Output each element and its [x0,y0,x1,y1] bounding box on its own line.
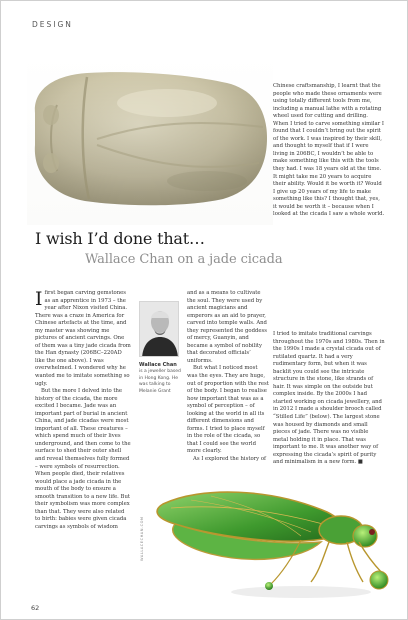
article-column-2 [187,290,269,464]
article-column-3-bottom [273,331,385,467]
body-paragraph: and as a means to cultivate the soul. They were used by ancient magicians and emperors as an aid to prayer, carved into temple walls. And they represented the goddess of mercy, Guanyin, and became a symbol of nobility that decorated officials’ uniforms. [187,290,267,364]
drop-cap: I [35,288,43,310]
jade-cicada-photo [27,53,273,225]
caption-text: is a jeweller based in Hong Kong. He was talking to Melanie Grant [139,369,181,394]
body-paragraph [35,290,131,388]
cicada-brooch-photo [151,476,397,601]
body-paragraph: But what I noticed most was the eyes. They are huge, out of proportion with the rest of the body. I began to realise how important that was as a symbol of perception – of looking at the world in all its different dimensions and forms. I tried to place myself in the role of the cicada, so that I could see the world more clearly. [187,365,269,455]
portrait-illustration [140,302,179,357]
article-column-1 [35,290,131,532]
article-headline: I wish I’d done that… [35,229,205,248]
body-paragraph: But the more I delved into the history of the cicada, the more excited I became. Jade was an important part of burial in ancient China, and jade cicadas were most important of all. These creatures – which spend much of their lives underground, and then come to the surface to shed their outer shell and reveal themselves fully formed – were symbols of resurrection. When people died, their relatives would place a jade cicada in the mouth of the body to ensure a smooth transition to a new life. But their symbolism was more complex than that. They were also related to birth: babies were given cicada carvings as symbols of wisdom [35,388,131,530]
author-portrait [139,301,179,357]
article-column-3-top [273,83,385,219]
body-paragraph: Chinese craftsmanship, I learnt that the people who made these ornaments were using totally different tools from me, including a manual lathe with a rotating wheel used for cutting and drilling. When I tried to carve something similar I found that I couldn’t bring out the spirit of the work. I was inspired by their skill, and thought to myself that if I were living in 206BC, I wouldn’t be able to make something like this with the tools they had. I was 18 years old at the time. It might take me 20 years to acquire their ability. Would it be worth it? Would I give up 20 years of my life to make something like this? I thought that, yes, it would be worth it – because when I looked at the cicada I saw a whole world. [273,83,385,218]
body-paragraph: I tried to imitate traditional carvings throughout the 1970s and 1980s. Then in the 1990s I made a crystal cicada out of rutilated quartz. It had a very rudimentary form, but when it was backlit you could see the intricate structure in the stone, like strands of hair. It was simple on the outside but complex inside. By the 2000s I had started working on cicada jewellery, and in 2012 I made a shoulder brooch called “Stilled Life” (below). The largest stone was housed by diamonds and small pieces of jade. There was no visible metal holding it in place. That was important to me. It was another way of expressing the cicada’s spirit of purity and minimalism in a new form. ■ [273,331,385,466]
caption-name: Wallace Chan [139,362,177,368]
lead-text: first began carving gemstones as an apprentice in 1973 – the year after Nixon visited China. There was a craze in America for Chinese artefacts at the time, and my master was showing me pictures of ancient carvings. One of them was a tiny jade cicada from the Han dynasty (206BC–220AD like the one above). I was overwhelmed. I wondered why he wanted me to imitate something so ugly. [35,290,131,387]
page-number: 62 [31,604,40,612]
jade-cicada-illustration [27,53,273,225]
section-label: DESIGN [32,20,73,29]
article-subhead: Wallace Chan on a jade cicada [85,252,283,267]
photo-credit: WALLACECHAN.COM [140,516,144,561]
body-paragraph: As I explored the history of [193,456,266,463]
